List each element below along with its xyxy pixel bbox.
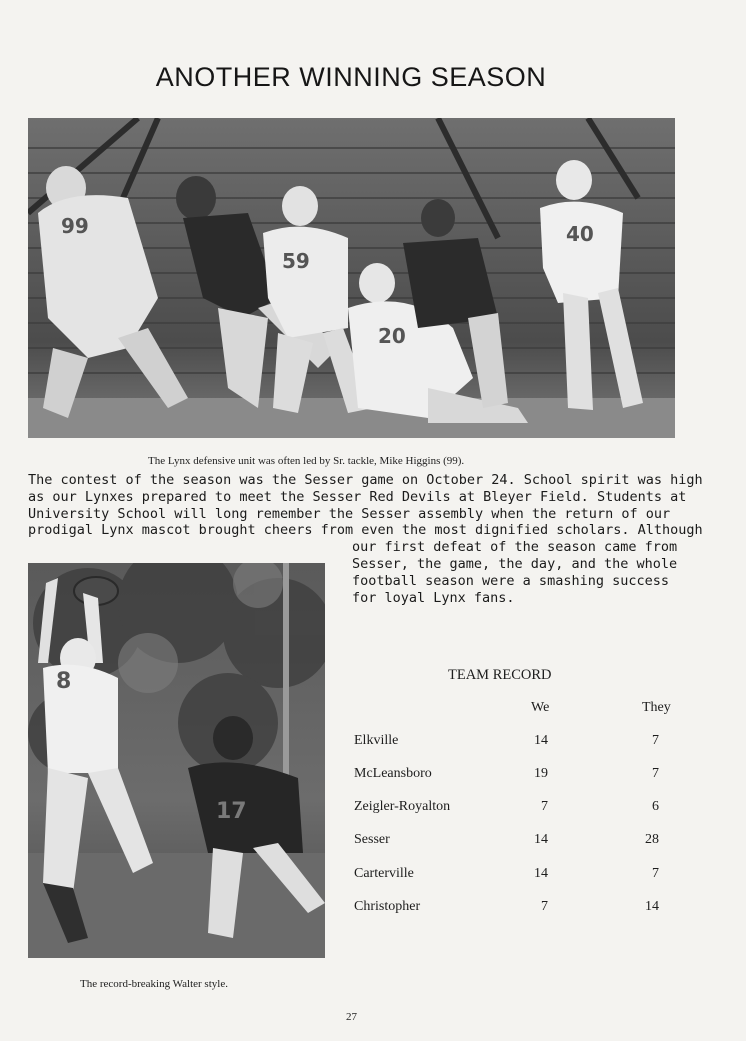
- opponent-name: Elkville: [354, 733, 399, 748]
- story-line-3: University School will long remember the Sesser assembly when the return of our: [28, 506, 671, 522]
- story-line-1: The contest of the season was the Sesser game on October 24. School spirit was high: [28, 472, 703, 488]
- opponent-name: McLeansboro: [354, 766, 432, 781]
- jersey-17: 17: [216, 799, 247, 824]
- score-they: 7: [652, 766, 659, 781]
- score-they: 14: [645, 899, 659, 914]
- score-we: 14: [534, 832, 548, 847]
- team-record-header-they: They: [642, 700, 671, 715]
- defense-photo-caption: The Lynx defensive unit was often led by Sr. tackle, Mike Higgins (99).: [148, 455, 465, 467]
- score-they: 28: [645, 832, 659, 847]
- score-we: 14: [534, 866, 548, 881]
- page-title: ANOTHER WINNING SEASON: [155, 62, 547, 92]
- opponent-name: Carterville: [354, 866, 414, 881]
- pass-catch-photo-caption: The record-breaking Walter style.: [80, 978, 228, 990]
- team-record-header-we: We: [531, 700, 550, 715]
- defense-photo: [28, 118, 675, 438]
- score-they: 7: [652, 733, 659, 748]
- score-they: 6: [652, 799, 659, 814]
- story-line-7: football season were a smashing success: [352, 573, 669, 589]
- opponent-name: Zeigler-Royalton: [354, 799, 451, 814]
- pass-catch-photo: [28, 563, 325, 958]
- story-line-8: for loyal Lynx fans.: [352, 590, 515, 606]
- team-record-title: TEAM RECORD: [448, 667, 552, 683]
- page-number: 27: [346, 1011, 357, 1023]
- defense-photo-illustration: [28, 118, 675, 438]
- score-we: 7: [541, 799, 548, 814]
- opponent-name: Sesser: [354, 832, 390, 847]
- story-line-5: our first defeat of the season came from: [352, 539, 678, 555]
- story-line-6: Sesser, the game, the day, and the whole: [352, 556, 678, 572]
- score-we: 14: [534, 733, 548, 748]
- story-line-4: prodigal Lynx mascot brought cheers from even the most dignified scholars. Although: [28, 522, 703, 538]
- story-line-2: as our Lynxes prepared to meet the Sesser Red Devils at Bleyer Field. Students at: [28, 489, 687, 505]
- jersey-59: 59: [282, 249, 310, 273]
- score-they: 7: [652, 866, 659, 881]
- jersey-8: 8: [56, 669, 72, 694]
- jersey-20: 20: [378, 324, 406, 348]
- opponent-name: Christopher: [354, 899, 421, 914]
- pass-catch-photo-illustration: [28, 563, 325, 958]
- jersey-99: 99: [61, 214, 89, 238]
- score-we: 19: [534, 766, 548, 781]
- jersey-40: 40: [566, 222, 594, 246]
- score-we: 7: [541, 899, 548, 914]
